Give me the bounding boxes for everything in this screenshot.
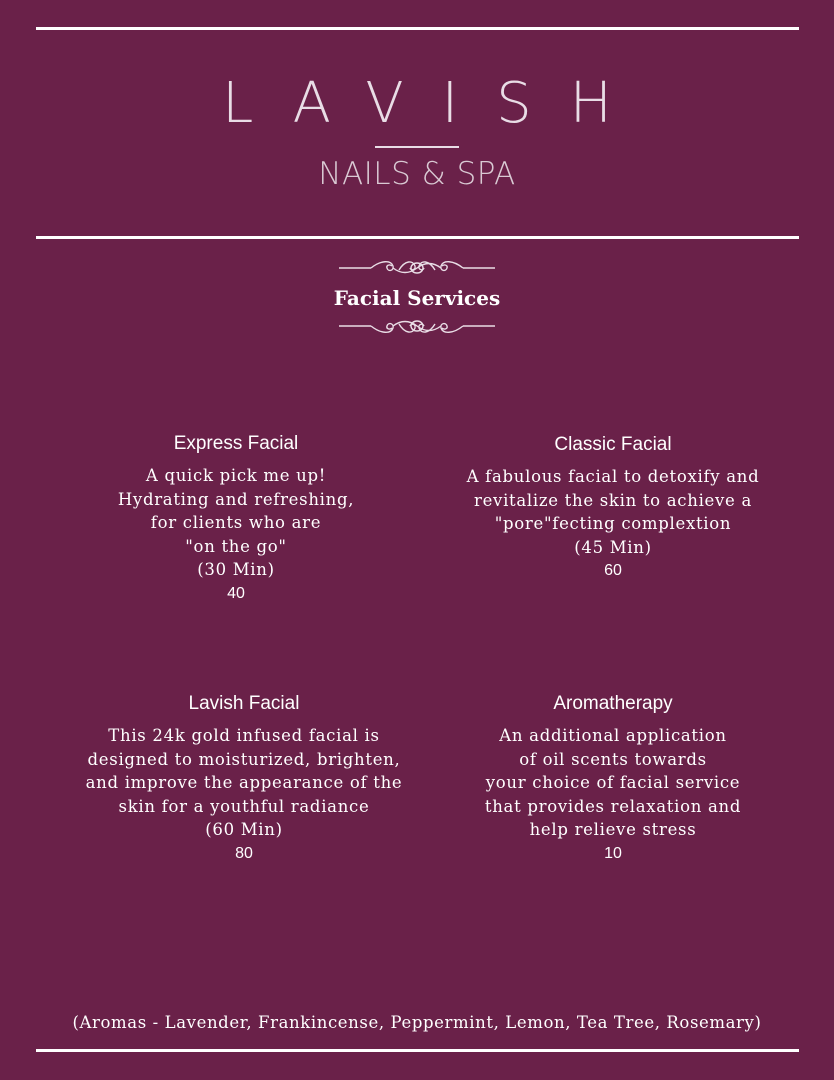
service-description: A fabulous facial to detoxify and revitalize the skin to achieve a "pore"fecting complextion (45 Min) — [466, 467, 760, 557]
service-name: Lavish Facial — [188, 693, 300, 714]
service-express-facial — [86, 432, 386, 606]
service-price: 60 — [604, 562, 622, 579]
brand-subtitle: NAILS & SPA — [318, 156, 516, 192]
section-title: Facial Services — [333, 286, 501, 310]
service-classic-facial — [448, 433, 778, 583]
brand-name: LAVISH — [222, 71, 650, 136]
service-name: Classic Facial — [554, 434, 672, 455]
service-name: Aromatherapy — [553, 693, 673, 714]
service-price: 40 — [227, 584, 245, 602]
top-divider — [36, 27, 799, 30]
section-header — [0, 256, 834, 338]
scroll-ornament-icon — [337, 256, 497, 280]
bottom-divider — [36, 1049, 799, 1052]
service-price: 10 — [604, 844, 622, 862]
service-description: An additional application of oil scents towards your choice of facial service that provides relaxation and help relieve stress — [484, 726, 742, 839]
service-description: A quick pick me up! Hydrating and refreshing, for clients who are "on the go" (30 Min) — [117, 466, 355, 579]
brand-underline — [375, 146, 459, 148]
service-price: 80 — [235, 844, 253, 862]
service-name: Express Facial — [173, 433, 299, 454]
scroll-ornament-icon — [337, 314, 497, 338]
header-divider — [36, 236, 799, 239]
service-aromatherapy — [448, 692, 778, 866]
brand-logo — [0, 70, 834, 192]
service-lavish-facial — [64, 692, 424, 866]
aromas-footnote: (Aromas - Lavender, Frankincense, Peppermint, Lemon, Tea Tree, Rosemary) — [72, 1013, 762, 1032]
service-description: This 24k gold infused facial is designed to moisturized, brighten, and improve the appearance of the skin for a youthful radiance (60 Min) — [85, 726, 403, 839]
